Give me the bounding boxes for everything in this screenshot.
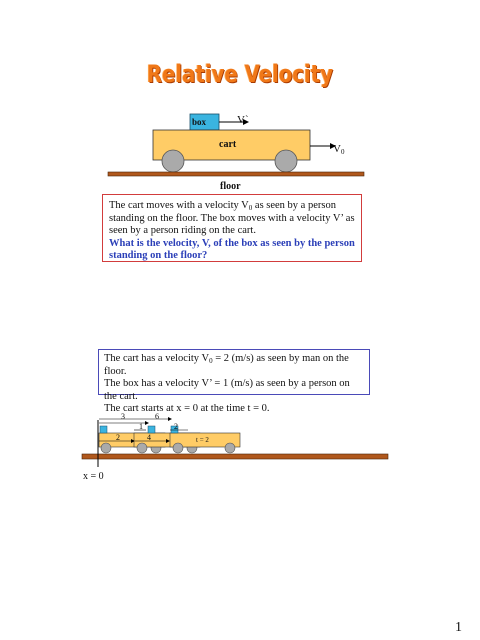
floor2-shape <box>82 454 388 459</box>
time-label: t = 2 <box>196 436 209 444</box>
wheel-right <box>275 150 297 172</box>
dist-label-4: 4 <box>147 433 151 442</box>
floor-label: floor <box>220 181 241 192</box>
dist-label-6: 6 <box>155 412 159 421</box>
dist-label-1: 1 <box>139 422 143 431</box>
dist-label-2b: 2 <box>116 433 120 442</box>
page-title: Relative Velocity <box>146 60 334 88</box>
box-label: box <box>192 117 207 127</box>
wheel-left <box>162 150 184 172</box>
cart-label: cart <box>219 139 237 150</box>
given-box: The cart has a velocity $V_0 = 2$ (m/s) as seen by man on the floor. The box has a velocity V’ = 1 (m/s) as seen by a person on the cart. The cart starts at x = 0 at the time t = 0. <box>98 349 370 395</box>
v0-label: $V_0$ <box>333 143 345 156</box>
vprime-label: V` <box>237 114 249 126</box>
page-number: 1 <box>455 620 462 635</box>
question-text: What is the velocity, V, of the box as seen by the person standing on the floor? <box>109 237 355 261</box>
floor-shape <box>108 172 364 176</box>
x0-label: x = 0 <box>83 471 104 482</box>
dist-label-2: 2 <box>174 422 178 431</box>
explanation-box: The cart moves with a velocity $V_0$ as seen by a person standing on the floor. The box moves with a velocity V’ as seen by a person riding on the cart. What is the velocity, V, of the box as seen by the person standing on the floor? <box>102 194 362 262</box>
dist-label-3: 3 <box>121 412 125 421</box>
